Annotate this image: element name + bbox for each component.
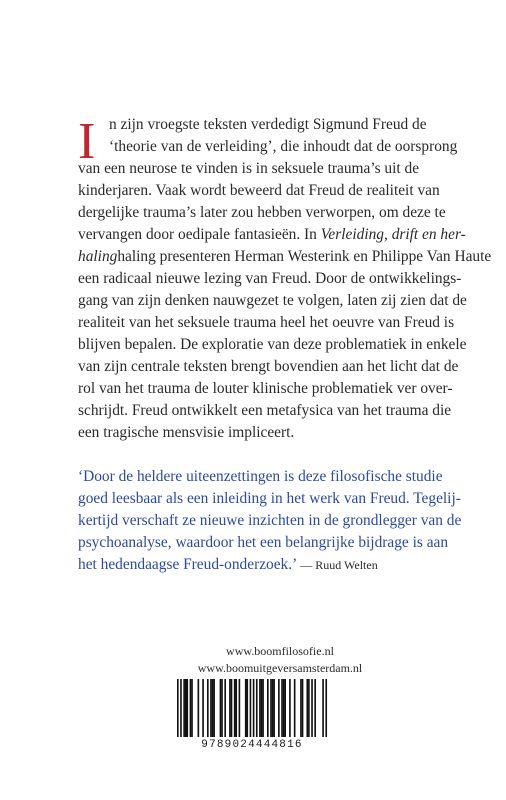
barcode-bar [306, 679, 308, 737]
blurb-line: gang van zijn denken nauwgezet te volgen, laten zij zien dat de [78, 292, 467, 309]
barcode-bar [180, 679, 182, 737]
barcode-bar [212, 679, 214, 737]
quote-line: goed leesbaar als een inleiding in het werk van Freud. Tegelij- [78, 490, 461, 507]
barcode-bar [198, 679, 200, 737]
barcode-bar [185, 679, 187, 737]
quote-line: ‘Door de heldere uiteenzettingen is deze filosofische studie [78, 468, 443, 485]
barcode-bar [314, 679, 316, 737]
barcode-bar [245, 679, 247, 737]
barcode-bar [262, 679, 264, 737]
barcode-bar [281, 679, 283, 737]
barcode-bar [302, 679, 304, 737]
drop-cap: I [78, 113, 96, 170]
barcode-bar [284, 679, 286, 737]
website-link[interactable]: www.boomfilosofie.nl [226, 644, 334, 658]
barcode-bar [308, 679, 310, 737]
barcode-bars [172, 679, 332, 739]
blurb-line: blijven bepalen. De exploratie van deze problematiek in enkele [78, 336, 467, 353]
barcode-bar [186, 679, 188, 737]
barcode-bar [229, 679, 231, 737]
blurb-line: een radicaal nieuwe lezing van Freud. Door de ontwikkelings- [78, 270, 462, 287]
barcode-bar [283, 679, 285, 737]
website-link[interactable]: www.boomuitgeversamsterdam.nl [197, 661, 363, 675]
barcode-bar [224, 679, 226, 737]
barcode-bar [210, 679, 212, 737]
blurb-line: van een neurose te vinden is in seksuele trauma’s uit de [78, 160, 420, 177]
blurb-line [78, 226, 466, 244]
barcode-bar [190, 679, 192, 737]
barcode-bar [202, 679, 204, 737]
barcode-bar [322, 679, 324, 737]
barcode-bar [213, 679, 215, 737]
barcode-bar [221, 679, 223, 737]
barcode-bar [259, 679, 261, 737]
barcode-bar [278, 679, 280, 737]
barcode-bar [273, 679, 275, 737]
quote-line: psychoanalyse, waardoor het een belangrijke bijdrage is aan [78, 534, 449, 551]
barcode-bar [256, 679, 258, 737]
barcode-bar [289, 679, 291, 737]
blurb-line: realiteit van het seksuele trauma heel het oeuvre van Freud is [78, 314, 455, 331]
barcode-bar [300, 679, 302, 737]
isbn-barcode [172, 679, 332, 771]
barcode-bar [231, 679, 233, 737]
blurb-line [78, 248, 491, 266]
blurb-line: n zijn vroegste teksten verdedigt Sigmund Freud de [109, 116, 427, 133]
quote-attribution: — Ruud Welten [297, 558, 378, 572]
blurb-line: schrijdt. Freud ontwikkelt een metafysica van het trauma die [78, 402, 452, 419]
blurb-line: een tragische mensvisie impliceert. [78, 424, 295, 441]
blurb-line: rol van het trauma de louter klinische problematiek ver over- [78, 380, 453, 397]
isbn-number: 9789024444816 [172, 739, 332, 751]
barcode-bar [261, 679, 263, 737]
book-title-italic: haling [78, 248, 118, 265]
quote-line: kertijd verschaft ze nieuwe inzichten in de grondlegger van de [78, 512, 462, 529]
barcode-bar [191, 679, 193, 737]
barcode-bar [235, 679, 237, 737]
barcode-bar [177, 679, 179, 737]
barcode-bar [246, 679, 248, 737]
barcode-bar [253, 679, 255, 737]
quote-line [78, 556, 378, 574]
quote-line-end: het hedendaagse Freud-onderzoek.’ [78, 556, 298, 573]
barcode-bar [267, 679, 269, 737]
barcode-bar [272, 679, 274, 737]
blurb-line-start: vervangen door oedipale fantasieën. In [78, 226, 321, 243]
barcode-bar [325, 679, 327, 737]
blurb-line: van zijn centrale teksten brengt bovendien aan het licht dat de [78, 358, 459, 375]
blurb-line: dergelijke trauma’s later zou hebben verworpen, om deze te [78, 204, 446, 221]
blurb-line: ‘theorie van de verleiding’, die inhoudt dat de oorsprong [109, 138, 458, 155]
blurb-line: kinderjaren. Vaak wordt beweerd dat Freud de realiteit van [78, 182, 440, 199]
barcode-bar [183, 679, 185, 737]
barcode-bar [250, 679, 252, 737]
barcode-bar [207, 679, 209, 737]
barcode-bar [311, 679, 313, 737]
book-title-italic: Verleiding, drift en her- [320, 226, 466, 243]
barcode-bar [294, 679, 296, 737]
barcode-bar [239, 679, 241, 737]
barcode-bar [270, 679, 272, 737]
barcode-bar [234, 679, 236, 737]
barcode-bar [220, 679, 222, 737]
blurb-line-rest: haling presenteren Herman Westerink en Philippe Van Haute [117, 248, 492, 265]
